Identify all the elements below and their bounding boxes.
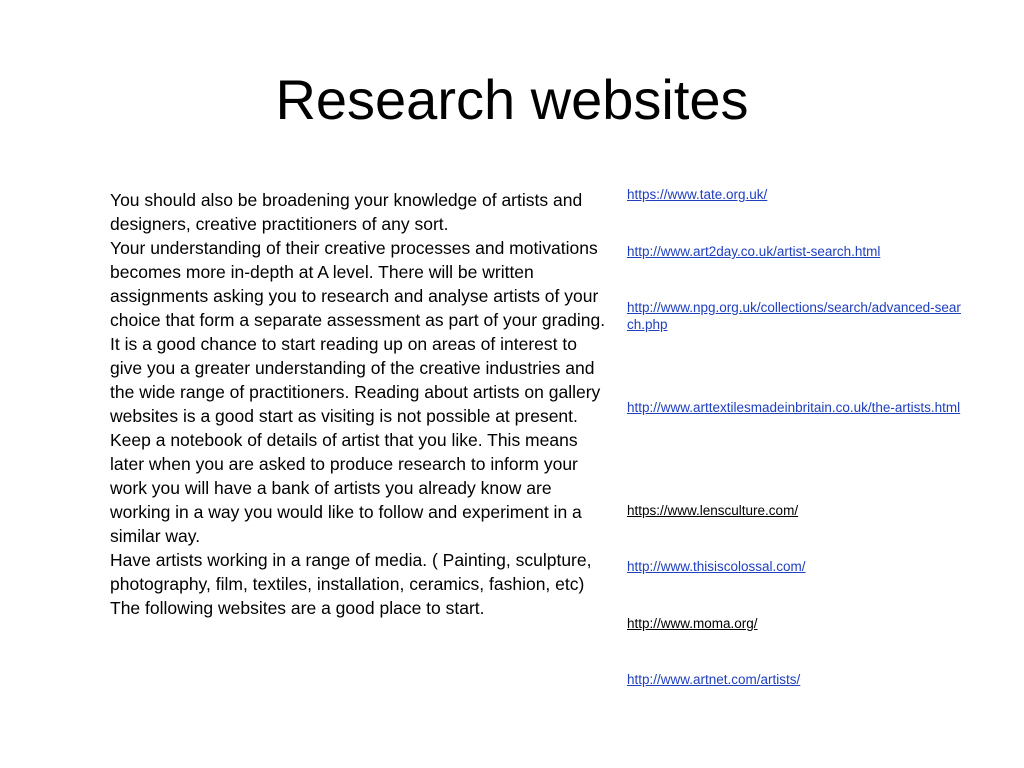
- paragraph-understanding: Your understanding of their creative processes and motivations becomes more in-depth at A level. There will be written assignments asking you to research and analyse artists of your choice that form a separate assessment as part of your grading. It is a good chance to start reading up on areas of interest to give you a greater understanding of the creative industries and the wide range of practitioners. Reading about artists on gallery websites is a good start as visiting is not possible at present. Keep a notebook of details of artist that you like. This means later when you are asked to produce research to inform your work you will have a bank of artists you already know are working in a way you would like to follow and experiment in a similar way.: [110, 238, 606, 546]
- link-lensculture[interactable]: https://www.lensculture.com/: [627, 503, 799, 518]
- link-artnet[interactable]: http://www.artnet.com/artists/: [627, 672, 801, 687]
- link-arttextiles[interactable]: http://www.arttextilesmadeinbritain.co.uk/the-artists.html: [627, 400, 961, 415]
- link-moma[interactable]: http://www.moma.org/: [627, 616, 758, 631]
- link-tate[interactable]: https://www.tate.org.uk/: [627, 187, 768, 202]
- link-thisiscolossal[interactable]: http://www.thisiscolossal.com/: [627, 559, 806, 574]
- link-art2day[interactable]: http://www.art2day.co.uk/artist-search.html: [627, 244, 881, 259]
- paragraph-intro: You should also be broadening your knowledge of artists and designers, creative practitioners of any sort.: [110, 190, 583, 234]
- paragraph-media: Have artists working in a range of media. ( Painting, sculpture, photography, film, textiles, installation, ceramics, fashion, etc): [110, 550, 592, 594]
- slide-title: Research websites: [275, 68, 749, 131]
- link-npg[interactable]: http://www.npg.org.uk/collections/search/advanced-search.php: [627, 300, 961, 332]
- paragraph-websites: The following websites are a good place to start.: [110, 598, 485, 618]
- body-text: [110, 188, 610, 620]
